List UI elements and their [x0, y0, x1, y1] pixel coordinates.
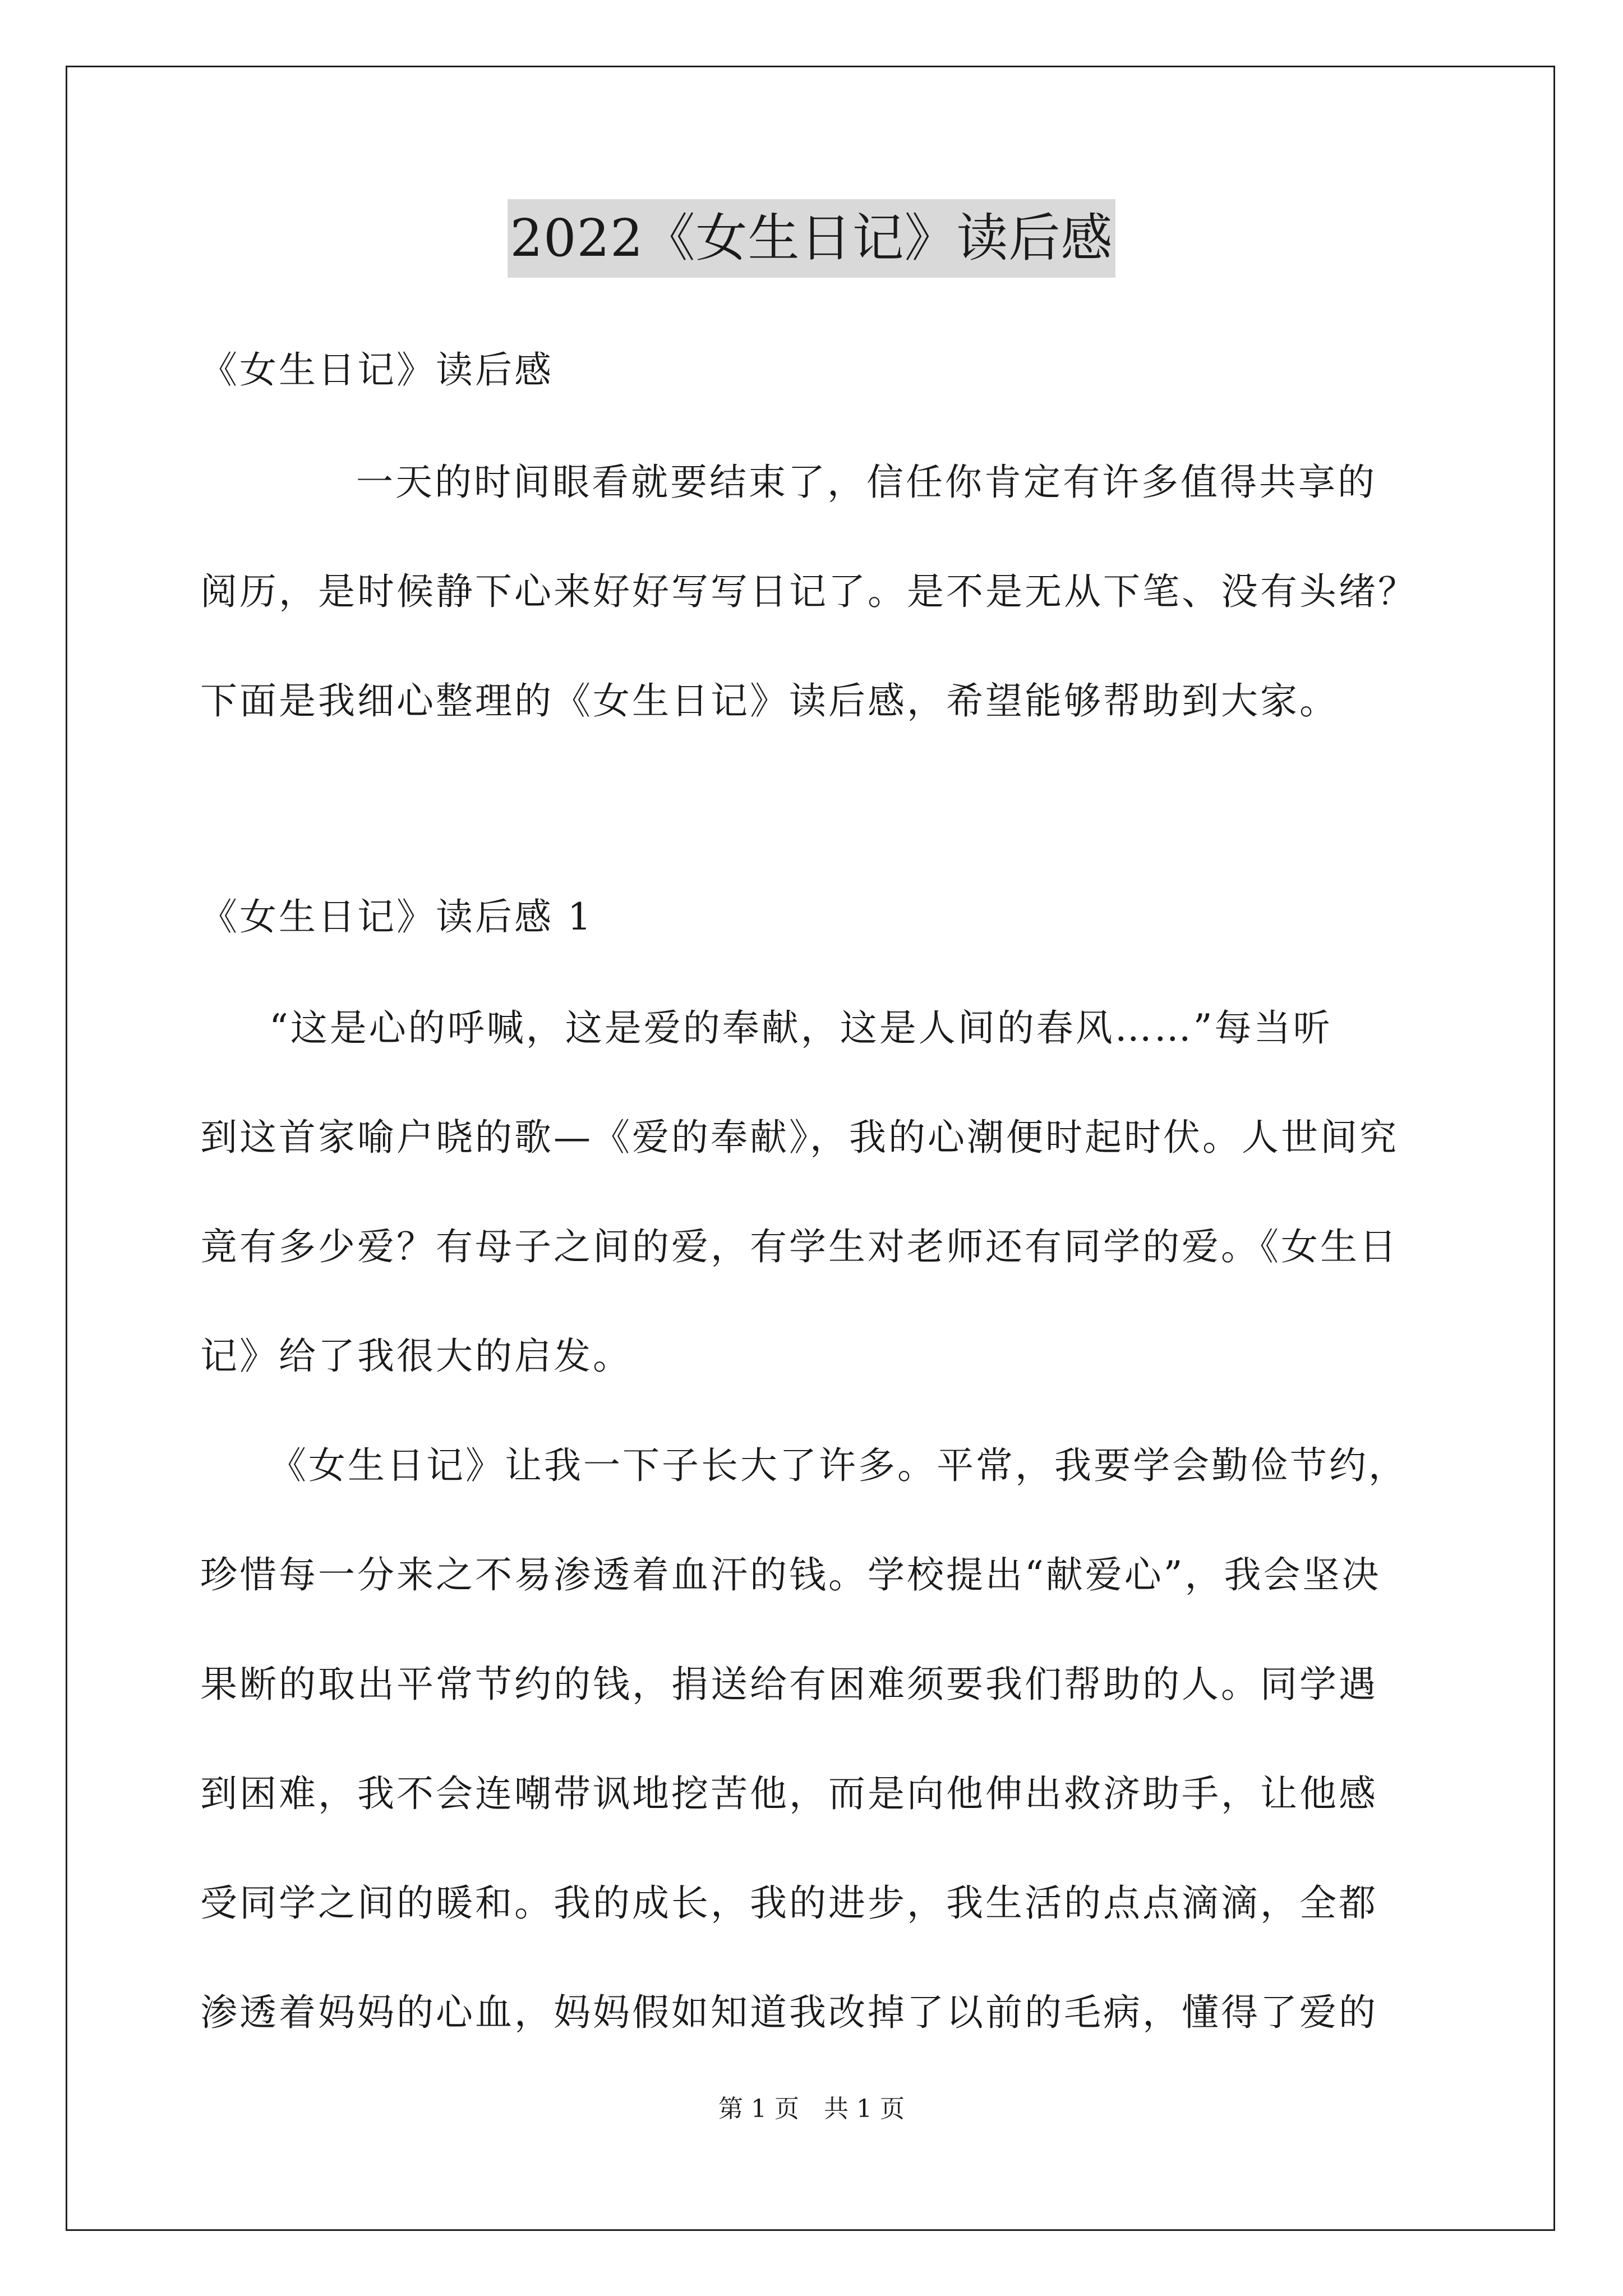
paragraph-line: 到困难，我不会连嘲带讽地挖苦他，而是向他伸出救济助手，让他感 [200, 1772, 1378, 1815]
paragraph-line: 渗透着妈妈的心血，妈妈假如知道我改掉了以前的毛病，懂得了爱的 [200, 1991, 1378, 2034]
paragraph-line: 记》给了我很大的启发。 [200, 1335, 632, 1378]
title-container [0, 199, 1623, 278]
paragraph-line: 果断的取出平常节约的钱，捐送给有困难须要我们帮助的人。同学遇 [200, 1663, 1378, 1706]
paragraph-line: “这是心的呼喊，这是爱的奉献，这是人间的春风……”每当听 [269, 1006, 1332, 1050]
page-footer: 第 1 页 共 1 页 [718, 2095, 905, 2123]
section-heading-intro: 《女生日记》读后感 [200, 348, 554, 392]
paragraph-line: 受同学之间的暖和。我的成长，我的进步，我生活的点点滴滴，全都 [200, 1881, 1378, 1925]
section-heading-1: 《女生日记》读后感 1 [200, 895, 593, 938]
paragraph-line: 下面是我细心整理的《女生日记》读后感，希望能够帮助到大家。 [200, 679, 1339, 723]
paragraph-line: 珍惜每一分来之不易渗透着血汗的钱。学校提出“献爱心”，我会坚决 [200, 1553, 1381, 1596]
paragraph-line: 到这首家喻户晓的歌—《爱的奉献》，我的心潮便时起时伏。人世间究 [200, 1116, 1399, 1159]
paragraph-line: 竟有多少爱？有母子之间的爱，有学生对老师还有同学的爱。《女生日 [200, 1225, 1399, 1268]
paragraph-line: 阅历，是时候静下心来好好写写日记了。是不是无从下笔、没有头绪？ [200, 570, 1417, 613]
paragraph-line: 《女生日记》让我一下子长大了许多。平常，我要学会勤俭节约， [269, 1444, 1408, 1487]
paragraph-line: 一天的时间眼看就要结束了，信任你肯定有许多值得共享的 [356, 461, 1377, 504]
document-title: 2022《女生日记》读后感 [508, 199, 1115, 278]
